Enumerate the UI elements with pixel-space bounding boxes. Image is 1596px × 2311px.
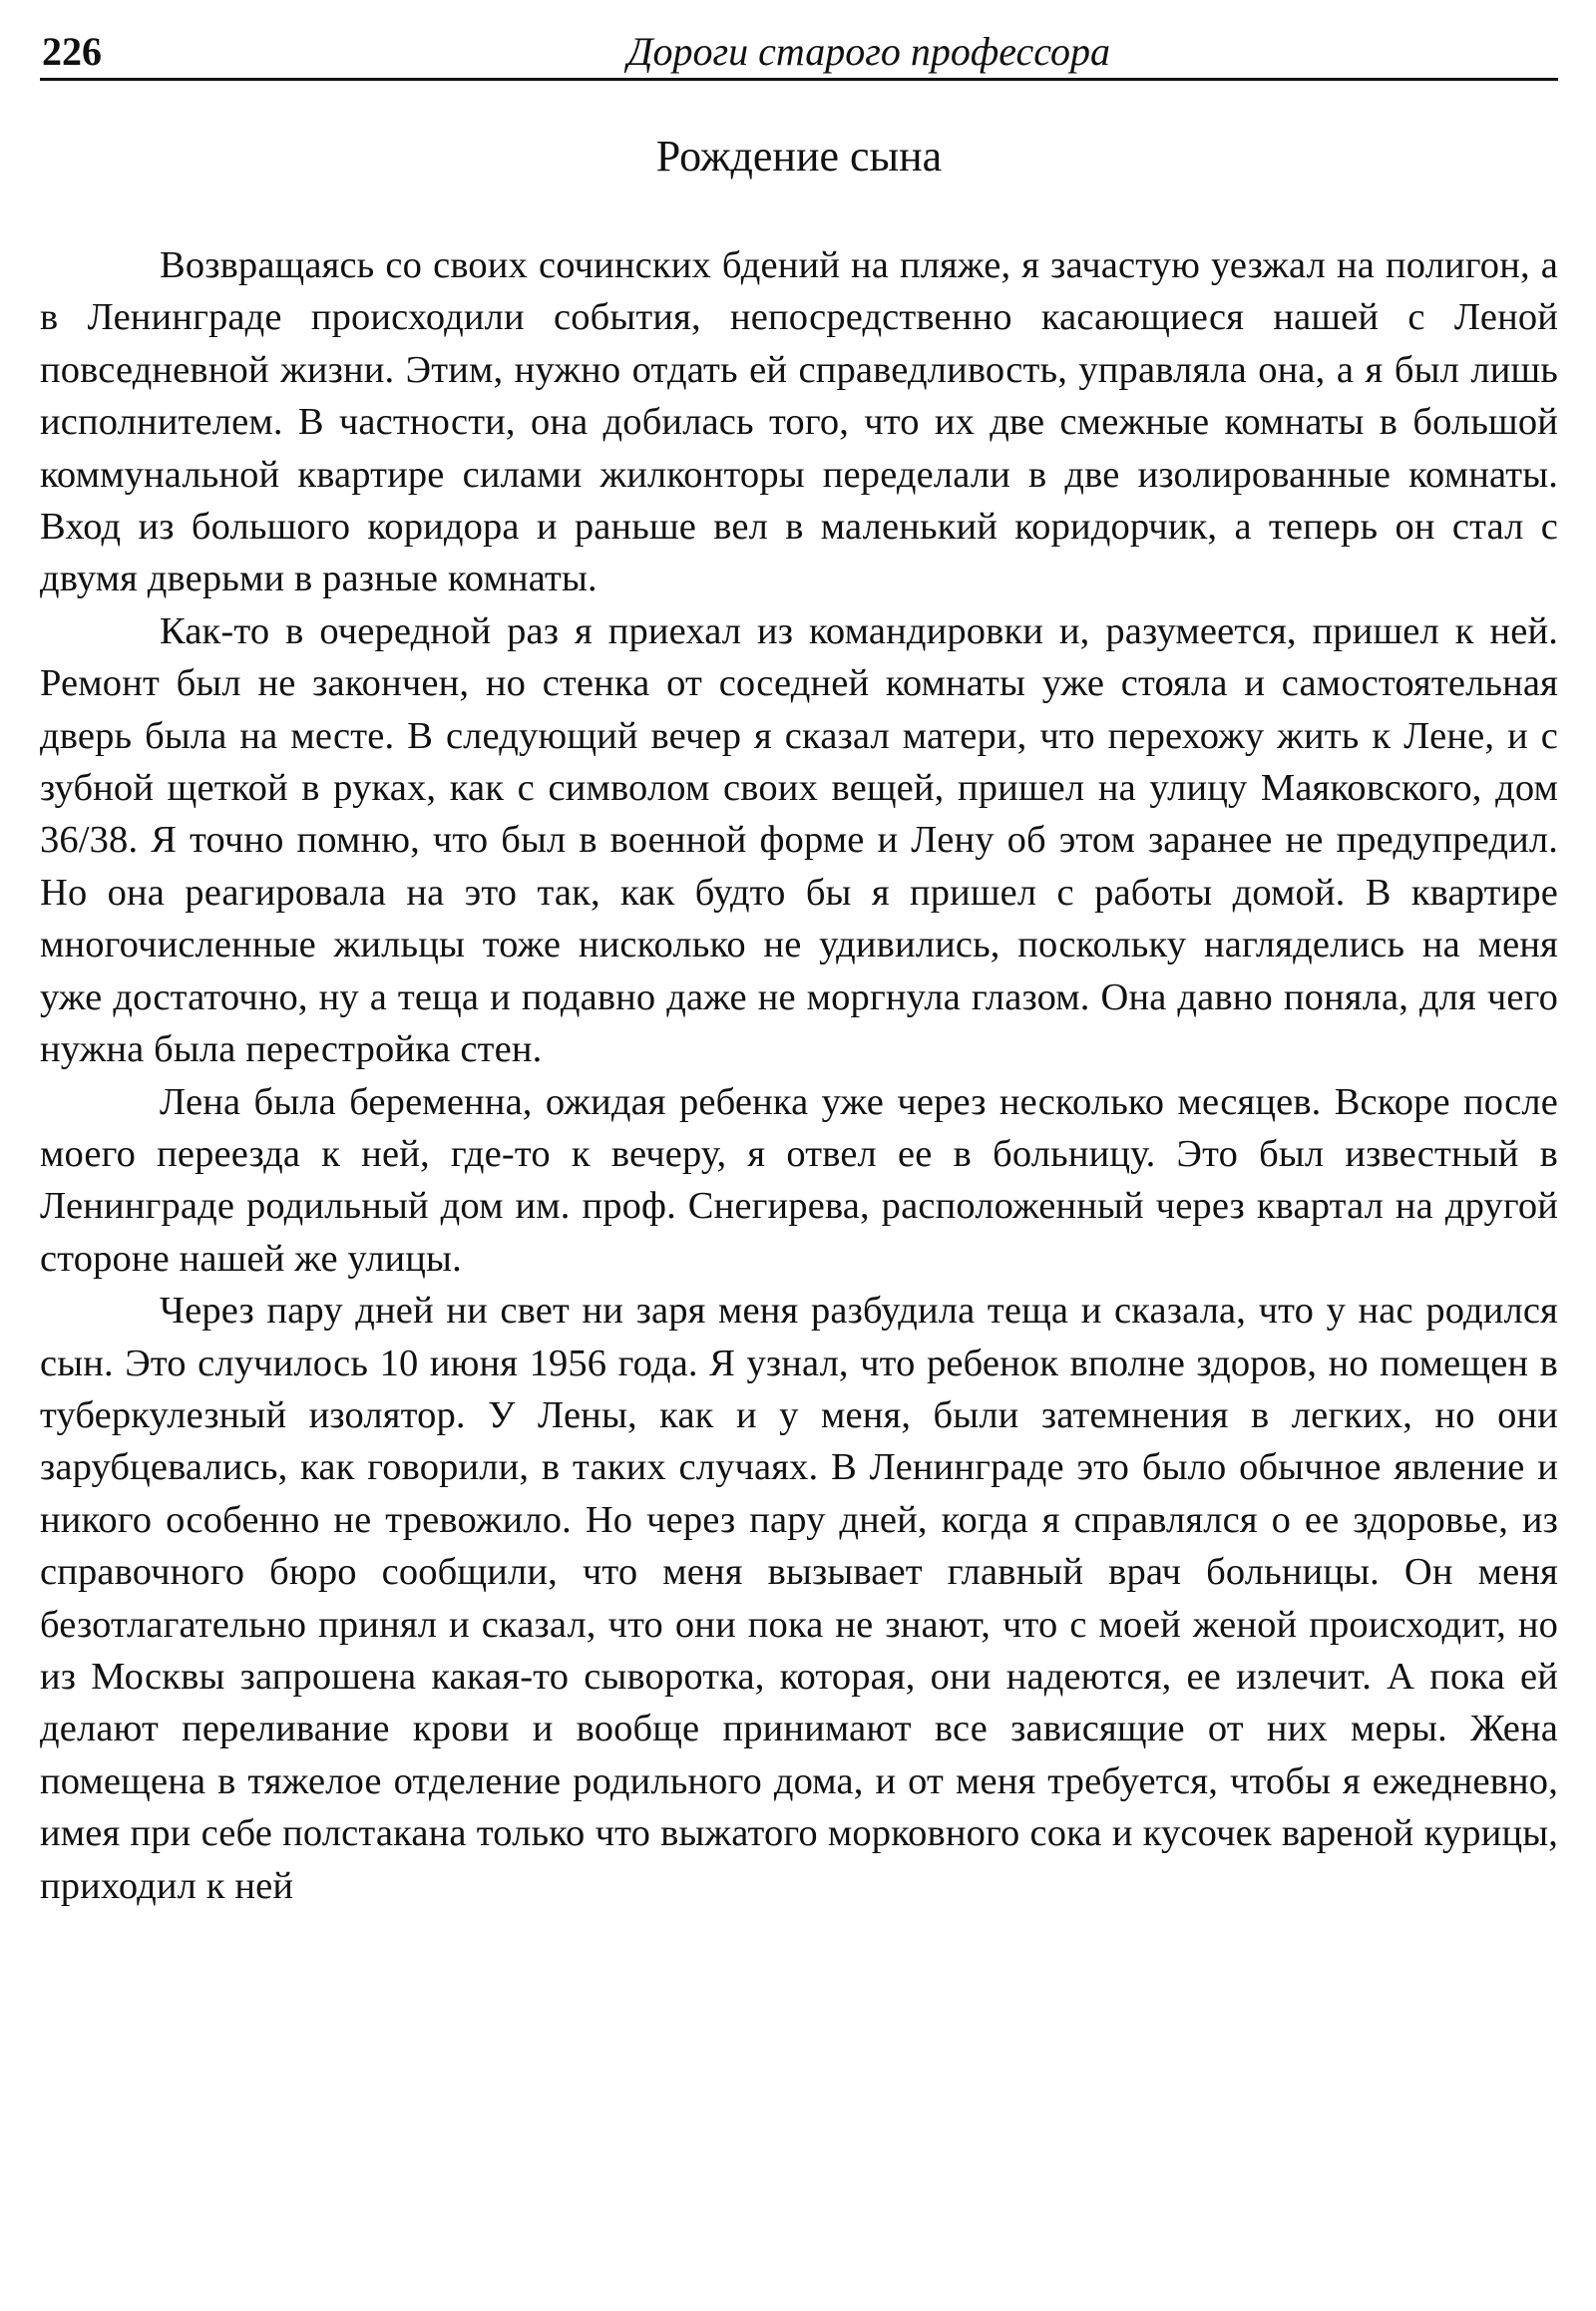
page-number: 226 xyxy=(42,29,102,74)
paragraph: Через пару дней ни свет ни заря меня разбудила теща и сказала, что у нас родился сын. Это случилось 10 июня 1956 года. Я узнал, что ребенок вполне здоров, но помещен в туберкулезный изолятор. У Лены, как и у меня, были затемнения в легких, но они зарубцевались, как говорили, в таких случаях. В Ленинграде это было обычное явление и никого особенно не тревожило. Но через пару дней, когда я справлялся о ее здоровье, из справочного бюро сообщили, что меня вызывает главный врач больницы. Он меня безотлагательно принял и сказал, что они пока не знают, что с моей женой происходит, но из Москвы запрошена какая-то сыворотка, которая, они надеются, ее излечит. А пока ей делают переливание крови и вообще принимают все зависящие от них меры. Жена помещена в тяжелое отделение родильного дома, и от меня требуется, чтобы я ежедневно, имея при себе полстакана только что выжатого морковного сока и кусочек вареной курицы, приходил к ней xyxy=(40,1290,1558,1907)
paragraph: Возвращаясь со своих сочинских бдений на пляже, я зачастую уезжал на полигон, а в Ленинграде происходили события, непосредственно касающиеся нашей с Леной повседневной жизни. Этим, нужно отдать ей справедливость, управляла она, а я был лишь исполнителем. В частности, она добилась того, что их две смежные комнаты в большой коммунальной квартире силами жилконторы переделали в две изолированные комнаты. Вход из большого коридора и раньше вел в маленький коридорчик, а теперь он стал с двумя дверьми в разные комнаты. xyxy=(40,244,1558,600)
paragraph: Лена была беременна, ожидая ребенка уже через несколько месяцев. Вскоре после моего переезда к ней, где-то к вечеру, я отвел ее в больницу. Это был известный в Ленинграде родильный дом им. проф. Снегирева, расположенный через квартал на другой стороне нашей же улицы. xyxy=(40,1080,1558,1280)
book-title: Дороги старого профессора xyxy=(627,29,1110,74)
paragraph: Как-то в очередной раз я приехал из командировки и, разумеется, пришел к ней. Ремонт был не закончен, но стенка от соседней комнаты уже стояла и самостоятельная дверь была на месте. В следующий вечер я сказал матери, что перехожу жить к Лене, и с зубной щеткой в руках, как с символом своих вещей, пришел на улицу Маяковского, дом 36/38. Я точно помню, что был в военной форме и Лену об этом заранее не предупредил. Но она реагировала на это так, как будто бы я пришел с работы домой. В квартире многочисленные жильцы тоже нисколько не удивились, поскольку нагляделись на меня уже достаточно, ну а теща и подавно даже не моргнула глазом. Она давно поняла, для чего нужна была перестройка стен. xyxy=(40,609,1558,1071)
book-page xyxy=(40,0,1558,2311)
running-head xyxy=(40,22,1558,81)
body-text xyxy=(40,239,1558,1912)
section-title: Рождение сына xyxy=(655,132,943,181)
